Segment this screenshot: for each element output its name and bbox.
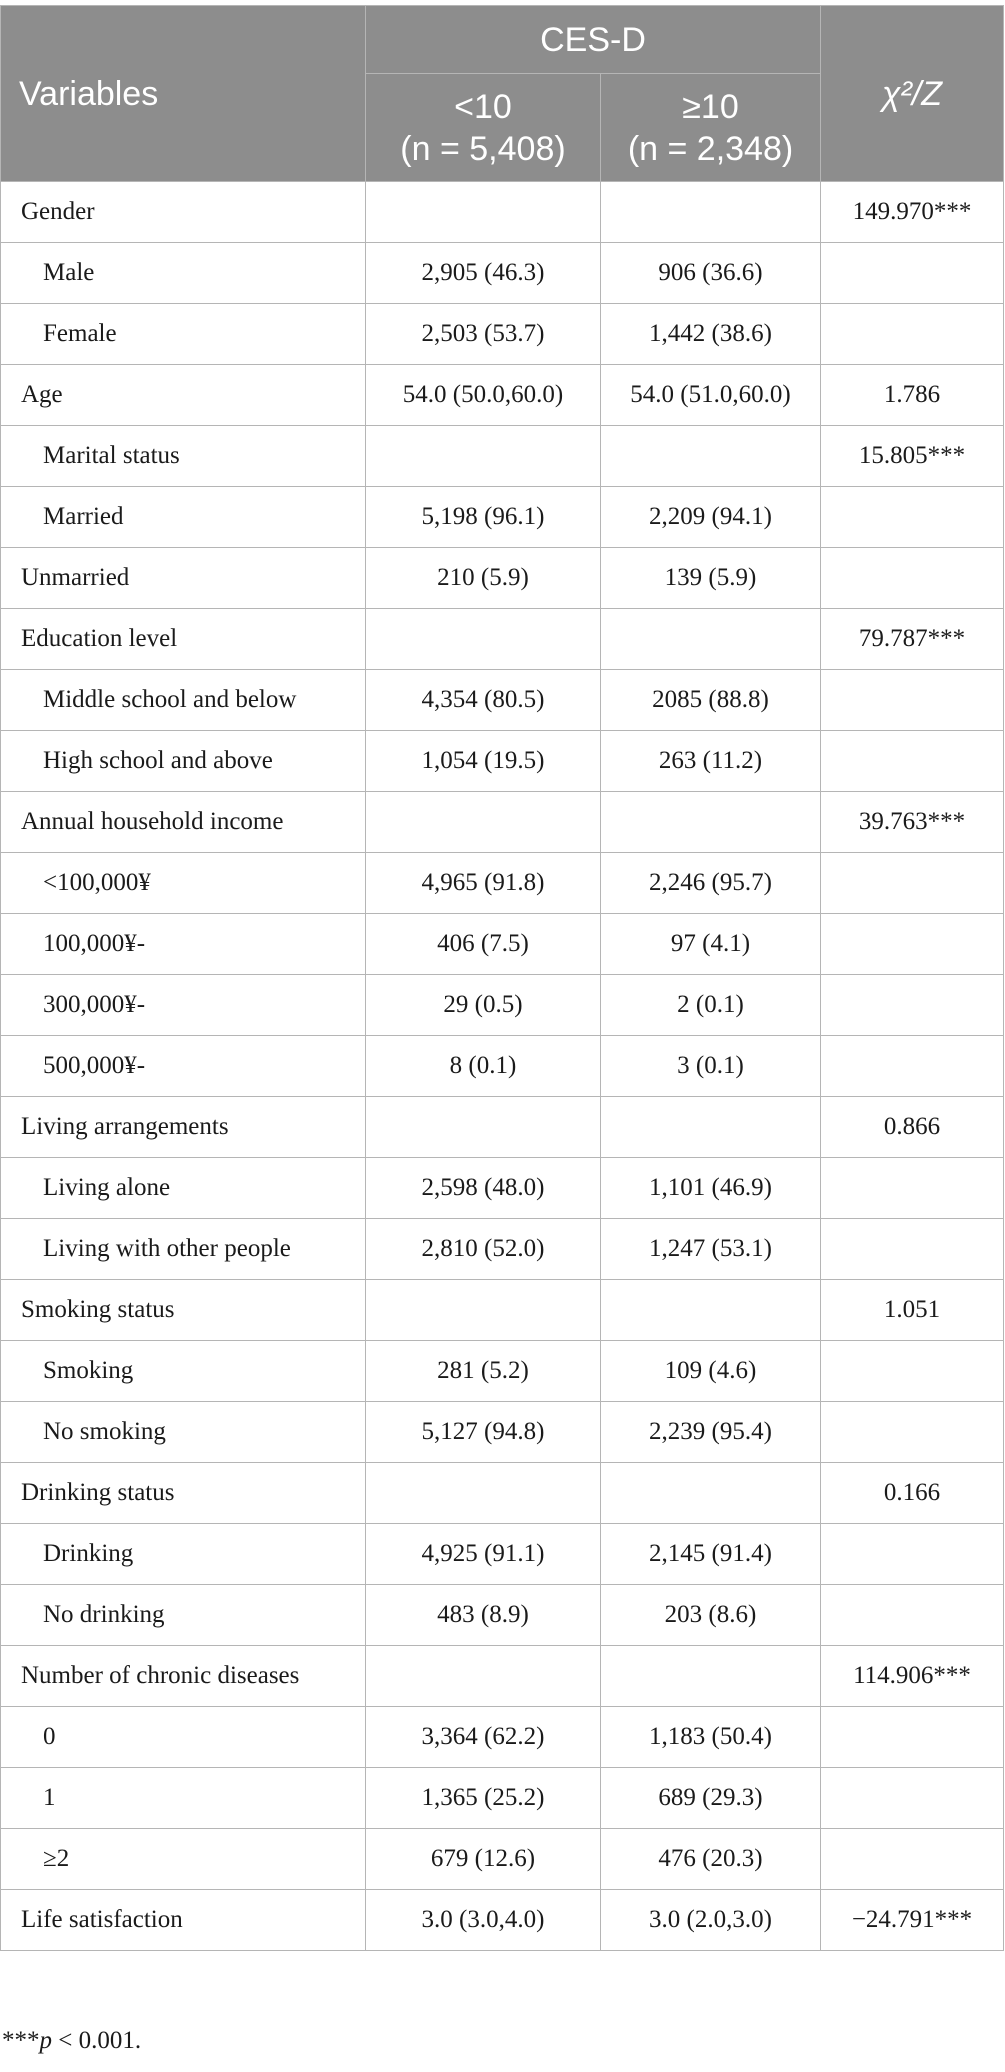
cell-10-plus [601,1097,821,1158]
row-label: Annual household income [1,792,366,853]
table-row [1,426,1004,487]
cell-under-10: 2,598 (48.0) [366,1158,601,1219]
cell-statistic: 1.786 [821,365,1004,426]
table-row [1,1524,1004,1585]
cell-statistic: 1.051 [821,1280,1004,1341]
table-row [1,1219,1004,1280]
row-label: Education level [1,609,366,670]
cell-10-plus: 263 (11.2) [601,731,821,792]
cell-under-10 [366,182,601,243]
table-row [1,182,1004,243]
cell-statistic [821,914,1004,975]
row-label: 500,000¥- [1,1036,366,1097]
cell-under-10 [366,792,601,853]
cell-10-plus [601,182,821,243]
cell-statistic: 0.166 [821,1463,1004,1524]
cell-under-10: 4,354 (80.5) [366,670,601,731]
cell-10-plus: 139 (5.9) [601,548,821,609]
table-row [1,853,1004,914]
footnote-text: < 0.001. [52,2027,142,2054]
cell-statistic [821,243,1004,304]
cell-under-10: 1,054 (19.5) [366,731,601,792]
cell-10-plus: 689 (29.3) [601,1768,821,1829]
cell-10-plus: 3 (0.1) [601,1036,821,1097]
cell-under-10 [366,609,601,670]
cell-under-10: 5,127 (94.8) [366,1402,601,1463]
cell-statistic: −24.791*** [821,1890,1004,1951]
cell-statistic [821,1585,1004,1646]
cell-10-plus: 203 (8.6) [601,1585,821,1646]
table-row [1,1463,1004,1524]
table-row [1,243,1004,304]
cell-under-10: 54.0 (50.0,60.0) [366,365,601,426]
col-under-10-label: <10 [454,87,512,126]
cell-statistic [821,487,1004,548]
cell-under-10: 679 (12.6) [366,1829,601,1890]
cell-under-10: 4,925 (91.1) [366,1524,601,1585]
footnote-p: p [39,2027,52,2054]
row-label: Male [1,243,366,304]
row-label: Life satisfaction [1,1890,366,1951]
cell-statistic [821,1768,1004,1829]
cell-under-10: 281 (5.2) [366,1341,601,1402]
row-label: <100,000¥ [1,853,366,914]
cell-10-plus: 2,209 (94.1) [601,487,821,548]
cell-under-10: 210 (5.9) [366,548,601,609]
cell-under-10: 2,503 (53.7) [366,304,601,365]
table-row [1,1036,1004,1097]
row-label: ≥2 [1,1829,366,1890]
table-row [1,1646,1004,1707]
cell-10-plus [601,1646,821,1707]
cell-statistic [821,548,1004,609]
cell-under-10: 3.0 (3.0,4.0) [366,1890,601,1951]
col-under-10-header [366,74,601,182]
cell-statistic [821,1707,1004,1768]
cell-statistic: 39.763*** [821,792,1004,853]
results-table [0,5,1004,1951]
cell-under-10: 4,965 (91.8) [366,853,601,914]
table-row [1,1585,1004,1646]
row-label: Living alone [1,1158,366,1219]
cell-statistic [821,1524,1004,1585]
cell-statistic [821,1829,1004,1890]
cell-under-10 [366,1646,601,1707]
row-label: Married [1,487,366,548]
row-label: Living with other people [1,1219,366,1280]
cell-under-10: 2,905 (46.3) [366,243,601,304]
row-label: 100,000¥- [1,914,366,975]
row-label: Number of chronic diseases [1,1646,366,1707]
table-row [1,487,1004,548]
row-label: Marital status [1,426,366,487]
col-10-plus-n: (n = 2,348) [627,129,794,168]
cell-under-10: 5,198 (96.1) [366,487,601,548]
cell-statistic [821,853,1004,914]
stat-header [821,6,1004,182]
row-label: Drinking [1,1524,366,1585]
cell-10-plus [601,426,821,487]
row-label: No drinking [1,1585,366,1646]
table-row [1,975,1004,1036]
row-label: Smoking status [1,1280,366,1341]
table-row [1,1402,1004,1463]
cell-10-plus: 1,101 (46.9) [601,1158,821,1219]
table-row [1,365,1004,426]
table-row [1,1280,1004,1341]
cell-under-10 [366,1463,601,1524]
row-label: 300,000¥- [1,975,366,1036]
cell-statistic [821,731,1004,792]
cell-10-plus: 906 (36.6) [601,243,821,304]
cell-10-plus [601,1280,821,1341]
cell-under-10 [366,1097,601,1158]
cell-statistic [821,1341,1004,1402]
cell-under-10: 3,364 (62.2) [366,1707,601,1768]
table-row [1,1097,1004,1158]
stat-header-label: χ²/Z [881,74,943,113]
cell-statistic: 15.805*** [821,426,1004,487]
table-row [1,1341,1004,1402]
cell-statistic [821,1158,1004,1219]
row-label: No smoking [1,1402,366,1463]
col-under-10-n: (n = 5,408) [400,129,566,168]
table-row [1,792,1004,853]
cell-10-plus: 1,442 (38.6) [601,304,821,365]
cell-under-10: 406 (7.5) [366,914,601,975]
cell-under-10 [366,426,601,487]
table-row [1,1890,1004,1951]
cell-10-plus: 97 (4.1) [601,914,821,975]
cell-statistic: 79.787*** [821,609,1004,670]
table-body [1,182,1004,1951]
cell-10-plus: 2,239 (95.4) [601,1402,821,1463]
row-label: Unmarried [1,548,366,609]
cell-10-plus: 2,246 (95.7) [601,853,821,914]
row-label: Smoking [1,1341,366,1402]
row-label: Age [1,365,366,426]
cell-under-10: 2,810 (52.0) [366,1219,601,1280]
table-header [1,6,1004,182]
row-label: Living arrangements [1,1097,366,1158]
cell-under-10: 483 (8.9) [366,1585,601,1646]
ces-d-group-header: CES-D [366,6,821,74]
cell-10-plus: 1,183 (50.4) [601,1707,821,1768]
table-row [1,1768,1004,1829]
cell-under-10: 1,365 (25.2) [366,1768,601,1829]
cell-statistic [821,1036,1004,1097]
table-row [1,1829,1004,1890]
cell-10-plus: 1,247 (53.1) [601,1219,821,1280]
row-label: Gender [1,182,366,243]
table-row [1,304,1004,365]
cell-statistic [821,1219,1004,1280]
cell-10-plus: 54.0 (51.0,60.0) [601,365,821,426]
table-row [1,1707,1004,1768]
cell-under-10 [366,1280,601,1341]
footnote-stars: *** [2,2027,40,2054]
cell-under-10: 8 (0.1) [366,1036,601,1097]
table-row [1,914,1004,975]
row-label: 1 [1,1768,366,1829]
cell-10-plus [601,1463,821,1524]
table-row [1,609,1004,670]
row-label: High school and above [1,731,366,792]
row-label: 0 [1,1707,366,1768]
row-label: Drinking status [1,1463,366,1524]
cell-statistic [821,670,1004,731]
cell-10-plus: 476 (20.3) [601,1829,821,1890]
cell-under-10: 29 (0.5) [366,975,601,1036]
cell-10-plus: 2085 (88.8) [601,670,821,731]
col-10-plus-label: ≥10 [682,87,739,126]
cell-statistic [821,975,1004,1036]
table-row [1,1158,1004,1219]
cell-10-plus: 2,145 (91.4) [601,1524,821,1585]
cell-10-plus: 2 (0.1) [601,975,821,1036]
col-10-plus-header [601,74,821,182]
cell-10-plus [601,609,821,670]
cell-statistic [821,304,1004,365]
row-label: Female [1,304,366,365]
cell-statistic [821,1402,1004,1463]
cell-statistic: 114.906*** [821,1646,1004,1707]
cell-statistic: 0.866 [821,1097,1004,1158]
variables-header: Variables [1,6,366,182]
table-row [1,731,1004,792]
cell-10-plus: 109 (4.6) [601,1341,821,1402]
cell-10-plus [601,792,821,853]
cell-10-plus: 3.0 (2.0,3.0) [601,1890,821,1951]
row-label: Middle school and below [1,670,366,731]
table-row [1,670,1004,731]
cell-statistic: 149.970*** [821,182,1004,243]
footnote [2,2027,141,2055]
table-row [1,548,1004,609]
